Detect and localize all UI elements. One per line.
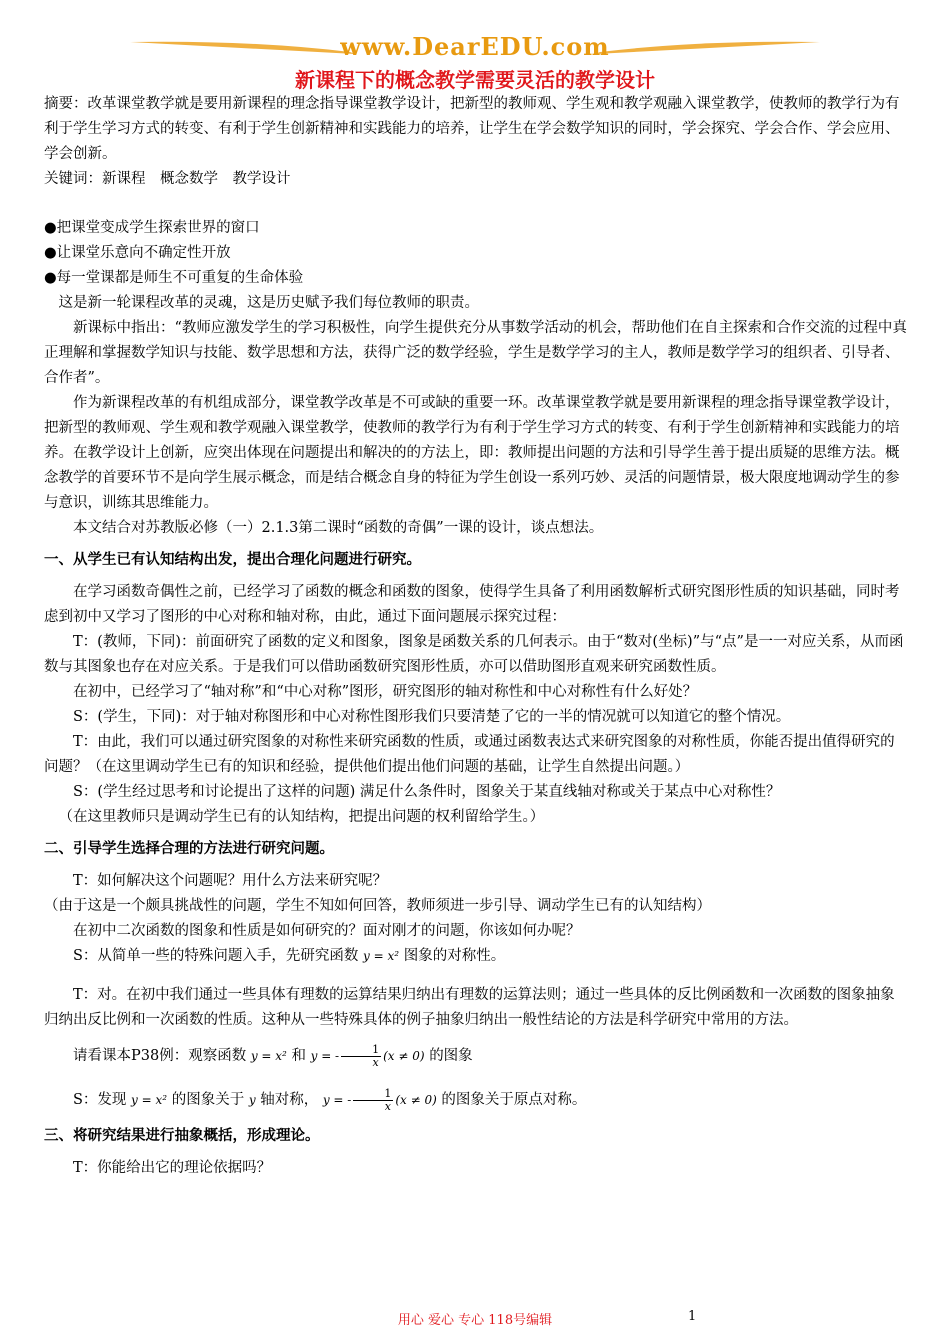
fraction-denominator: x [384, 1099, 391, 1113]
discovery-text: 的图象关于原点对称。 [441, 1092, 587, 1108]
section2-student-answer [44, 944, 908, 969]
section2-note: （由于这是一个颇具挑战性的问题，学生不知如何回答，教师须进一步引导、调动学生已有的认知结构） [44, 898, 711, 914]
intro-paragraph: 本文结合对苏教版必修（一）2.1.3第二课时“函数的奇偶”一课的设计，谈点想法。 [73, 520, 604, 536]
section2-question: 在初中二次函数的图象和性质是如何研究的？面对刚才的问题，你该如何办呢？ [73, 923, 581, 939]
section1-paragraph: 在学习函数奇偶性之前，已经学习了函数的概念和函数的图象，使得学生具备了利用函数解析式研究图形性质的知识基础，同时考虑到初中又学习了图形的中心对称和轴对称，由此，通过下面问题展示探究过程： [44, 584, 900, 625]
page-number: 1 [688, 1309, 697, 1324]
section1-paragraph: T：由此，我们可以通过研究图象的对称性来研究函数的性质，或通过函数表达式来研究图象的对称性质，你能否提出值得研究的问题？（在这里调动学生已有的知识和经验，提供他们提出他们问题的基础，让学生自然提出问题。） [44, 734, 895, 775]
formula-fraction [341, 1044, 381, 1069]
answer-text: 图象的对称性。 [403, 948, 506, 964]
abstract: 摘要：改革课堂教学就是要用新课程的理念指导课堂教学设计，把新型的教师观、学生观和教学观融入课堂教学，使教师的教学行为有利于学生学习方式的转变、有利于学生创新精神和实践能力的培养，让学生在学会数学知识的同时，学会探究、学会合作、学会应用、学会创新。 [44, 96, 900, 162]
example-text: 的图象 [429, 1048, 473, 1064]
section3-question: T：你能给出它的理论依据吗？ [73, 1160, 272, 1176]
fraction-numerator: 1 [353, 1088, 393, 1101]
fraction-numerator: 1 [341, 1044, 381, 1057]
formula-y-x2: y = x² [131, 1093, 168, 1107]
intro-paragraph: 这是新一轮课程改革的灵魂，这是历史赋予我们每位教师的职责。 [58, 295, 479, 311]
bullet-item: ●让课堂乐意向不确定性开放 [44, 245, 231, 261]
formula-prefix: y = - [310, 1049, 340, 1063]
discovery-text: S：发现 [73, 1092, 127, 1108]
section1-paragraph: S：(学生，下同)：对于轴对称图形和中心对称性图形我们只要清楚了它的一半的情况就可以知道它的整个情况。 [73, 709, 791, 725]
bullet-item: ●每一堂课都是师生不可重复的生命体验 [44, 270, 304, 286]
formula-y-x2: y = x² [363, 949, 400, 963]
page-title: 新课程下的概念教学需要灵活的教学设计 [295, 68, 655, 92]
section1-paragraph: T：(教师，下同)：前面研究了函数的定义和图象，图象是函数关系的几何表示。由于“数对(坐标)”与“点”是一一对应关系，从而函数与其图象也存在对应关系。于是我们可以借助函数研究图形性质，亦可以借助图形直观来研究函数性质。 [44, 634, 904, 675]
formula-fraction [353, 1088, 393, 1113]
site-url[interactable]: www.DearEDU.com [340, 32, 610, 61]
answer-text: S：从简单一些的特殊问题入手，先研究函数 [73, 948, 359, 964]
section2-example [44, 1039, 908, 1073]
intro-paragraph: 作为新课程改革的有机组成部分，课堂教学改革是不可或缺的重要一环。改革课堂教学就是要用新课程的理念指导课堂教学设计，把新型的教师观、学生观和教学观融入课堂教学，使教师的教学行为有利于学生学习方式的转变、有利于学生创新精神和实践能力的培养。在教学设计上创新，应突出体现在问题提出和解决的的方法上，即：教师提出问题的方法和引导学生善于提出质疑的思维方法。概念教学的首要环节不是向学生展示概念，而是结合概念自身的特征为学生创设一系列巧妙、灵活的问题情景，极大限度地调动学生的参与意识，训练其思维能力。 [44, 395, 900, 511]
keywords: 关键词：新课程 概念数学 教学设计 [44, 171, 291, 187]
example-text: 请看课本P38例：观察函数 [73, 1048, 247, 1064]
section2-teacher-response: T：对。在初中我们通过一些具体有理数的运算结果归纳出有理数的运算法则；通过一些具体的反比例函数和一次函数的图象抽象归纳出反比例和一次函数的性质。这种从一些特殊具体的例子抽象归纳出一般性结论的方法是科学研究中常用的方法。 [44, 987, 895, 1028]
formula-condition: (x ≠ 0) [383, 1049, 425, 1063]
fraction-denominator: x [372, 1055, 379, 1069]
discovery-text: 轴对称， [260, 1092, 319, 1108]
document-body [44, 92, 908, 1181]
formula-y-x2: y = x² [250, 1049, 287, 1063]
section1-paragraph: 在初中，已经学习了“轴对称”和“中心对称”图形，研究图形的轴对称性和中心对称性有什么好处？ [73, 684, 698, 700]
bullet-item: ●把课堂变成学生探索世界的窗口 [44, 220, 260, 236]
section-heading-3: 三、将研究结果进行抽象概括，形成理论。 [44, 1127, 320, 1144]
section2-question: T：如何解决这个问题呢？用什么方法来研究呢？ [73, 873, 388, 889]
formula-condition: (x ≠ 0) [395, 1093, 437, 1107]
section1-paragraph: （在这里教师只是调动学生已有的认知结构，把提出问题的权利留给学生。） [58, 809, 545, 825]
section-heading-2: 二、引导学生选择合理的方法进行研究问题。 [44, 840, 334, 857]
page-footer [0, 1309, 950, 1329]
section2-discovery [44, 1083, 908, 1117]
intro-paragraph: 新课标中指出：“教师应激发学生的学习积极性，向学生提供充分从事数学活动的机会，帮助他们在自主探索和合作交流的过程中真正理解和掌握数学知识与技能、数学思想和方法，获得广泛的数学经验，学生是数学学习的主人，教师是数学学习的组织者、引导者、合作者”。 [44, 320, 907, 386]
formula-prefix: y = - [322, 1093, 352, 1107]
site-banner [130, 30, 820, 66]
example-text: 和 [291, 1048, 306, 1064]
discovery-text: 的图象关于 [171, 1092, 245, 1108]
section1-paragraph: S：(学生经过思考和讨论提出了这样的问题) 满足什么条件时，图象关于某直线轴对称或关于某点中心对称性？ [73, 784, 781, 800]
footer-text: 用心 爱心 专心 118号编辑 [397, 1313, 553, 1328]
formula-y-axis: y [248, 1093, 256, 1107]
section-heading-1: 一、从学生已有认知结构出发，提出合理化问题进行研究。 [44, 551, 421, 568]
